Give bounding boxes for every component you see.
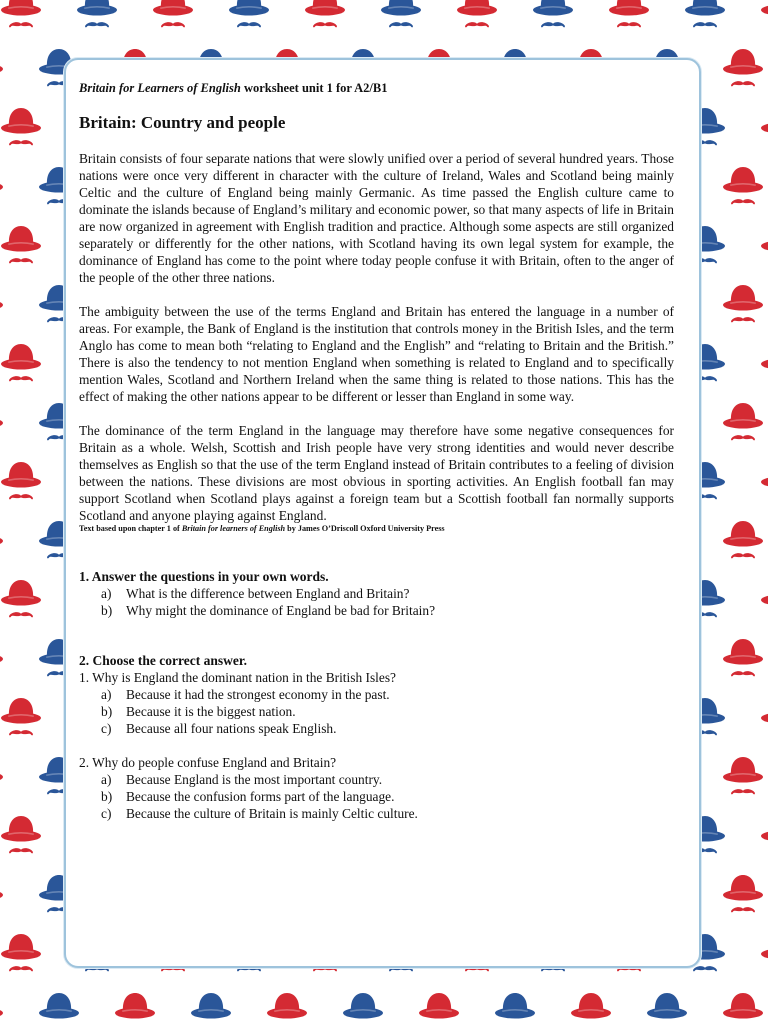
mustache-icon [731,199,755,204]
answer-option [101,805,674,822]
option-text: Because it is the biggest nation. [126,704,296,719]
bowler-hat-icon [761,0,768,16]
bowler-hat-icon [1,816,41,842]
mustache-icon [693,966,717,971]
list-item [101,585,674,602]
worksheet-content [79,80,674,822]
option-marker: c) [101,721,112,736]
bowler-hat-icon [77,0,117,16]
mustache-icon [9,258,33,263]
mustache-icon [9,22,33,27]
bowler-hat-icon [0,285,3,311]
option-marker: b) [101,789,113,804]
mustache-icon [161,22,185,27]
bowler-hat-icon [1,934,41,960]
bowler-hat-icon [0,403,3,429]
bowler-hat-icon [0,521,3,547]
source-prefix: Text based upon chapter 1 of [79,524,182,533]
mustache-icon [731,81,755,86]
bowler-hat-icon [723,403,763,429]
question-text: Why might the dominance of England be bad for Britain? [126,603,436,618]
mustache-icon [9,966,33,971]
mustache-icon [617,22,641,27]
source-suffix: by James O’Driscoll Oxford University Press [285,524,445,533]
question-1-options [79,686,674,737]
bowler-hat-icon [761,698,768,724]
exercise-1-heading: 1. Answer the questions in your own words. [79,569,329,584]
mustache-icon [9,612,33,617]
mustache-icon [731,907,755,912]
question-2-options [79,771,674,822]
bowler-hat-icon [0,167,3,193]
bowler-hat-icon [495,993,535,1019]
answer-option [101,686,674,703]
bowler-hat-icon [1,0,41,16]
bowler-hat-icon [267,993,307,1019]
bowler-hat-icon [419,993,459,1019]
bowler-hat-icon [381,0,421,16]
mustache-icon [541,22,565,27]
answer-option [101,771,674,788]
list-item [101,602,674,619]
bowler-hat-icon [723,875,763,901]
mustache-icon [731,317,755,322]
bowler-hat-icon [761,580,768,606]
paragraph-1: Britain consists of four separate nations that were slowly unified over a period of several hundred years. Those nations were once very different in character with the culture of Ireland, Wales and Scotland being mainly Celtic and the culture of England being mainly Germanic. As time passed the English culture came to dominate the islands because of England’s military and economic power, so that many aspects of life in Britain are now organized in agreement with English tradition and practice. Although some aspects are still organized separately or differently for the other nations, with Scotland having its own legal system for example, the dominance of England has come to the point where today people confuse it with Britain, often to the anger of the people of the other three nations. [79,151,674,285]
bowler-hat-icon [761,462,768,488]
option-marker: c) [101,806,112,821]
bowler-hat-icon [723,167,763,193]
mustache-icon [465,22,489,27]
option-text: Because England is the most important country. [126,772,383,787]
option-text: Because the culture of Britain is mainly Celtic culture. [126,806,418,821]
bowler-hat-icon [191,993,231,1019]
option-text: Because all four nations speak English. [126,721,337,736]
bowler-hat-icon [609,0,649,16]
mustache-icon [85,22,109,27]
worksheet-header [79,80,674,96]
bowler-hat-icon [533,0,573,16]
bowler-hat-icon [1,462,41,488]
option-text: Because it had the strongest economy in the past. [126,687,390,702]
page-title: Britain: Country and people [79,113,286,132]
bowler-hat-icon [0,875,3,901]
mustache-icon [731,435,755,440]
bowler-hat-icon [685,0,725,16]
mustache-icon [693,22,717,27]
bowler-hat-icon [761,226,768,252]
bowler-hat-icon [761,816,768,842]
bowler-hat-icon [723,639,763,665]
mustache-icon [313,22,337,27]
bowler-hat-icon [761,344,768,370]
bowler-hat-icon [723,757,763,783]
bowler-hat-icon [723,993,763,1019]
bowler-hat-icon [0,757,3,783]
bowler-hat-icon [0,639,3,665]
bowler-hat-icon [305,0,345,16]
exercise-2-heading: 2. Choose the correct answer. [79,653,247,668]
bowler-hat-icon [0,49,3,75]
mustache-icon [731,789,755,794]
mustache-icon [389,22,413,27]
mustache-icon [237,22,261,27]
bowler-hat-icon [723,49,763,75]
answer-option [101,720,674,737]
book-title: Britain for Learners of English [79,81,241,95]
mustache-icon [9,494,33,499]
exercise-1-list [79,585,674,619]
source-citation [79,524,674,534]
bowler-hat-icon [1,108,41,134]
bowler-hat-icon [723,285,763,311]
bowler-hat-icon [115,993,155,1019]
paragraph-3: The dominance of the term England in the language may therefore have some negative consequences for Britain as a whole. Welsh, Scottish and Irish people have very strong identities and would never describe themselves as English so that the use of the term England instead of Britain contributes to a feeling of division between the nations. These divisions are most obvious in sporting activities. An English football fan may support Scotland when Scotland plays against a foreign team but a Scottish football fan normally supports Scotland and anyone playing against England. [79,423,674,523]
mustache-icon [731,671,755,676]
bowler-hat-icon [1,698,41,724]
mustache-icon [9,140,33,145]
bowler-hat-icon [229,0,269,16]
mustache-icon [9,730,33,735]
bowler-hat-icon [761,934,768,960]
spacer [79,737,674,754]
option-text: Because the confusion forms part of the language. [126,789,395,804]
bowler-hat-icon [457,0,497,16]
worksheet-level: worksheet unit 1 for A2/B1 [240,81,388,95]
bowler-hat-icon [761,108,768,134]
bowler-hat-icon [1,580,41,606]
bowler-hat-icon [723,521,763,547]
paragraph-2: The ambiguity between the use of the terms England and Britain has entered the language in a number of areas. For example, the Bank of England is the institution that controls money in the British Isles, and the term Anglo has come to mean both “relating to England and the English” and “relating to Britain and the British.” There is also the tendency to not mention England when something is related to England and to specifically mention Wales, Scotland and Northern Ireland when the same thing is related to those nations. This has the effect of making the other nations appear to be different or lesser than England in some way. [79,304,674,404]
exercise-2-question-2: 2. Why do people confuse England and Britain? [79,755,337,770]
answer-option [101,703,674,720]
option-marker: b) [101,704,113,719]
answer-option [101,788,674,805]
option-marker: a) [101,687,112,702]
bowler-hat-icon [153,0,193,16]
bowler-hat-icon [1,226,41,252]
bowler-hat-icon [1,344,41,370]
mustache-icon [731,553,755,558]
exercise-2-question-1: 1. Why is England the dominant nation in the British Isles? [79,670,396,685]
bowler-hat-icon [39,993,79,1019]
mustache-icon [9,848,33,853]
bowler-hat-icon [343,993,383,1019]
question-text: What is the difference between England and Britain? [126,586,410,601]
list-marker: a) [101,586,112,601]
bowler-hat-icon [0,993,3,1019]
source-book: Britain for learners of English [181,524,286,533]
mustache-icon [9,376,33,381]
option-marker: a) [101,772,112,787]
bowler-hat-icon [647,993,687,1019]
bowler-hat-icon [571,993,611,1019]
list-marker: b) [101,603,113,618]
